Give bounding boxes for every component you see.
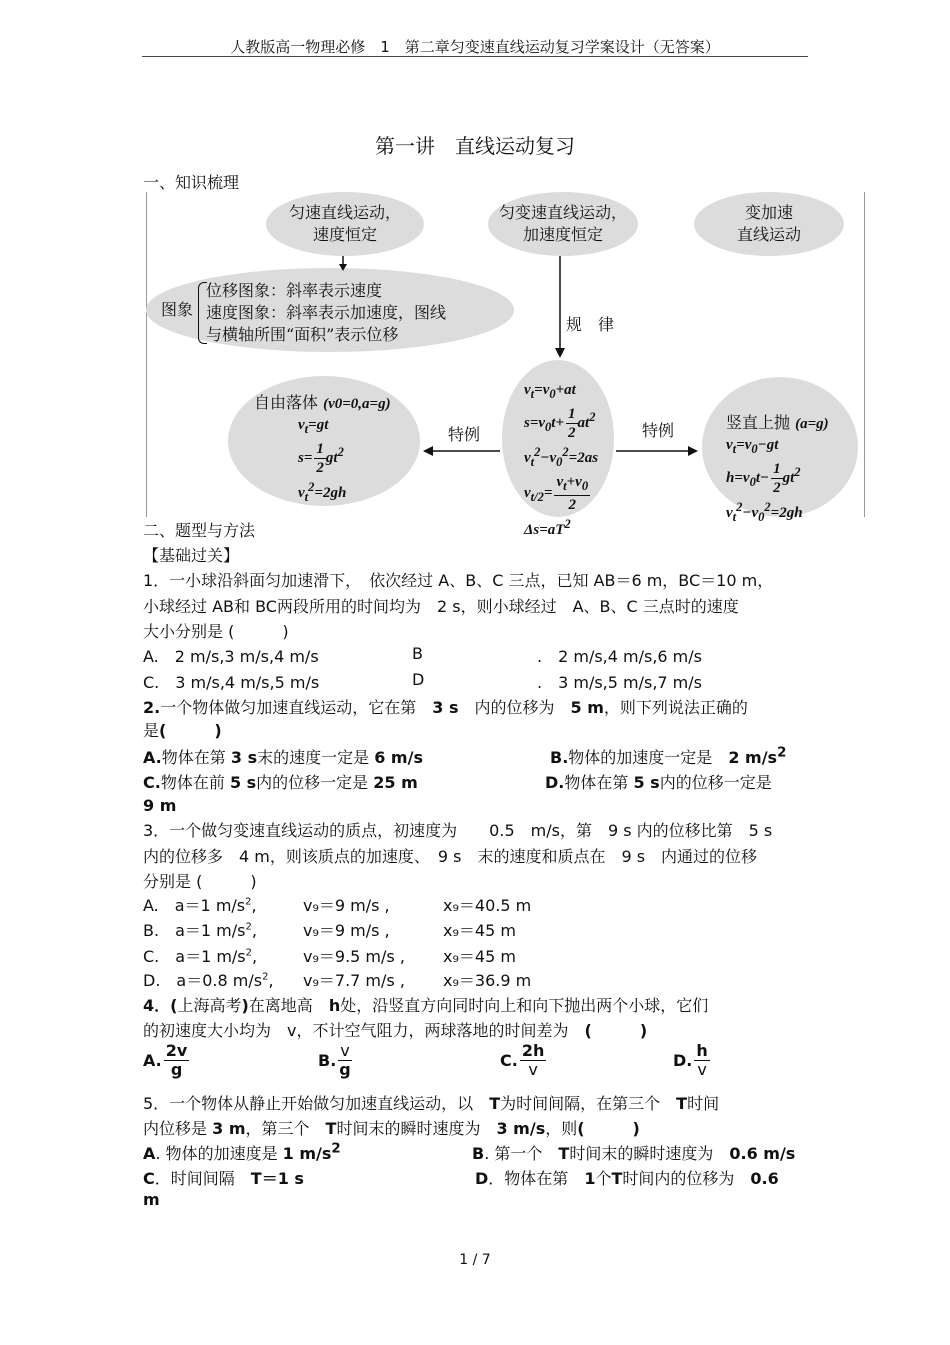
uniform-motion-line2: 速度恒定 [312,225,377,244]
header-rule [142,56,808,57]
q2-text5: ，则下列说法正确的 [603,698,748,717]
q4-b-fraction [338,1042,351,1079]
q3-option-b-acc [143,918,257,941]
q3-option-c-acc [143,944,257,967]
q3-line2: 内的位移多 4 m，则该质点的加速度、 9 s 末的速度和质点在 9 s 内通过的位移 [143,847,758,866]
q5-a-label: A [143,1144,156,1163]
q3-d-exp: 2 [262,971,269,983]
q2-c-text1: 物体在前 [160,773,225,792]
page-header: 人教版高一物理必修 1 第二章匀变速直线运动复习学案设计（无答案） [230,38,720,56]
variable-motion-line2: 直线运动 [736,225,801,244]
q4-a-denominator: g [170,1060,183,1079]
q2-answer-blank: ( ) [159,721,222,740]
q3-b-exp: 2 [245,921,252,933]
q5-b-value: 0.6 m/s [729,1144,796,1163]
q1-option-b-label: B [412,644,423,663]
q3-a-sep: , [251,896,257,915]
q4-paren-open: ( [170,996,178,1015]
q3-option-c-vel: v₉＝9.5 m/s , [303,947,405,966]
q2-c-text4: 25 m [373,773,418,792]
q1-line2: 小球经过 AB和 BC两段所用的时间均为 2 s，则小球经过 A、B、C 三点时的速度 [143,597,739,616]
q5-b-var: T [558,1144,570,1163]
graph-line2: 速度图象：斜率表示加速度，图线 [206,303,447,322]
q4-line2 [143,1018,647,1041]
q5-text7: ，则 [545,1119,578,1138]
q3-option-c-disp: x₉＝45 m [443,947,516,966]
q2-option-c [143,770,418,793]
q5-option-c [143,1166,304,1189]
q3-a-exp: 2 [245,896,252,908]
q3-option-a-acc [143,893,257,916]
q5-text6: 时间末的瞬时速度为 [336,1119,481,1138]
q5-d-value: 0.6 [750,1169,779,1188]
freefall-title-row [254,392,424,415]
q5-option-d [475,1166,779,1189]
graph-tag: 图象 [160,300,193,319]
freefall-formulas: $v_t=gt$ s= $\frac{1}{2}$ $gt^2$ $v_t^2=2gh$ [298,417,347,504]
q2-d-label: D. [545,773,565,792]
q2-text6: 是 [143,721,160,740]
q4-answer-blank: ( ) [584,1021,648,1040]
q5-a-text: . 物体的加速度是 [155,1144,278,1163]
q5-option-a [143,1141,341,1164]
q2-a-text4: 6 m/s [374,748,423,767]
q4-d-label: D. [673,1051,693,1070]
q2-b-text2: 2 m/s [728,748,778,767]
q3-c-acc: C. a＝1 m/s [143,947,246,966]
q2-text2: 3 s [432,698,459,717]
q3-option-a-vel: v₉＝9 m/s , [303,896,390,915]
q5-var-t3: T [325,1119,337,1138]
q2-d-text1: 物体在第 [564,773,629,792]
q5-var-t2: T [676,1094,688,1113]
q5-text3: 时间 [687,1094,720,1113]
q3-line3: 分别是 ( ) [143,872,257,891]
q4-text1: 在离地高 [248,996,313,1015]
accel-motion-line1: 匀变速直线运动， [498,203,627,222]
q5-c-value: T＝1 s [250,1169,304,1188]
q4-a-label: A. [143,1051,162,1070]
q5-line2 [143,1116,640,1139]
q1-line3: 大小分别是 ( ) [143,622,289,641]
graph-line3: 与横轴所围“面积”表示位移 [206,325,399,344]
q3-c-exp: 2 [245,947,253,959]
fraction-half: $\frac{1}{2}$ [568,406,576,441]
arrow-uniform-head [339,264,347,271]
q3-d-sep: , [268,971,274,990]
q2-number: 2. [143,698,161,717]
q4-c-denominator: v [528,1060,538,1079]
q4-b-denominator: g [339,1060,351,1079]
freefall-condition: (v0=0,a=g) [323,396,391,412]
q4-text2: 处，沿竖直方向同时向上和向下抛出两个小球，它们 [340,996,709,1015]
q4-d-denominator: v [697,1060,707,1079]
basic-heading: 【基础过关】 [143,546,240,565]
q2-b-exponent: 2 [777,745,787,761]
q2-b-label: B. [550,748,569,767]
freefall-content [254,392,424,508]
q2-b-text1: 物体的加速度一定是 [568,748,713,767]
q4-var-h: h [328,996,341,1015]
q5-d-text2: 个 [595,1169,612,1188]
q2-a-text2: 3 s [230,748,258,767]
q5-value2: 3 m/s [496,1119,546,1138]
q5-b-label: B [472,1144,485,1163]
q2-c-label: C. [143,773,161,792]
q4-a-fraction [164,1042,190,1079]
fraction-half: $\frac{1}{2}$ [773,461,781,496]
q5-c-text: ．时间间隔 [154,1169,235,1188]
q2-text1: 一个物体做匀加速直线运动，它在第 [160,698,417,717]
q2-c-text3: 内的位移一定是 [256,773,369,792]
q3-option-d-disp: x₉＝36.9 m [443,971,532,990]
variable-motion-line1: 变加速 [744,203,793,222]
vertical-throw-formulas: $v_t=v_0-gt$ $h=v_0t-$ $\frac{1}{2}$ $gt^2$ $v_t^2-v_0^2=2gh$ [726,437,803,524]
q5-option-d-unit: m [143,1190,160,1209]
arrow-special-right-head [688,446,698,456]
q5-d-text1: ．物体在第 [488,1169,569,1188]
law-label: 规 律 [566,315,615,334]
q3-b-sep: , [251,921,257,940]
q5-a-exponent: 2 [331,1141,341,1157]
freefall-title: 自由落体 [254,393,319,412]
vertical-throw-condition: (a=g) [795,416,829,432]
q4-c-fraction [520,1042,547,1079]
q2-option-d [545,770,772,793]
q4-number: 4． [143,996,171,1015]
q5-text5: ，第三个 [245,1119,310,1138]
q5-d-var: T [611,1169,623,1188]
q3-line1: 3．一个做匀变速直线运动的质点，初速度为 0.5 m/s，第 9 s 内的位移比第 5 s [143,821,773,840]
q2-a-text3: 末的速度一定是 [257,748,370,767]
q1-line1: 1．一小球沿斜面匀加速滑下， 依次经过 A、B、C 三点，已知 AB＝6 m，BC＝10 m， [143,571,774,590]
q5-d-num: 1 [584,1169,596,1188]
q5-d-text3: 时间内的位移为 [622,1169,735,1188]
q5-b-text1: . 第一个 [484,1144,543,1163]
vertical-title-row [726,412,861,435]
q3-option-b-vel: v₉＝9 m/s , [303,921,390,940]
q2-option-b [550,745,786,768]
q4-b-numerator: v [340,1041,350,1060]
q5-var-t1: T [489,1094,501,1113]
fraction-average-velocity: $\frac{v_t+v_0}{2}$ [556,474,589,513]
q2-a-text1: 物体在第 [161,748,226,767]
q5-value1: 3 m [212,1119,246,1138]
section-methods-heading: 二、题型与方法 [143,521,256,540]
q4-source: 上海高考 [177,996,242,1015]
section-knowledge-heading: 一、知识梳理 [143,173,240,192]
q2-text4: 5 m [570,698,604,717]
q2-option-d-cont: 9 m [143,796,177,815]
q5-b-text2: 时间末的瞬时速度为 [569,1144,714,1163]
q2-c-text2: 5 s [229,773,257,792]
q2-d-text2: 5 s [633,773,660,792]
q4-option-a [143,1042,189,1079]
lecture-title: 第一讲 直线运动复习 [375,134,575,158]
q4-c-numerator: 2h [521,1041,545,1060]
q3-d-acc: D. a＝0.8 m/s [143,971,263,990]
q5-d-label: D [475,1169,489,1188]
special-right-label: 特例 [641,421,674,440]
q3-option-b-disp: x₉＝45 m [443,921,516,940]
q1-option-a: A. 2 m/s,3 m/s,4 m/s [143,647,319,666]
fraction-half: $\frac{1}{2}$ [316,441,324,476]
q2-a-label: A. [143,748,162,767]
q4-d-numerator: h [696,1041,708,1060]
q3-a-acc: A. a＝1 m/s [143,896,246,915]
q2-line2 [143,718,222,741]
q4-line1 [143,993,708,1016]
special-left-label: 特例 [447,425,480,444]
q2-line1 [143,695,748,718]
page-number: 1 / 7 [459,1252,491,1268]
q4-option-b [318,1042,352,1079]
q5-text1: 5．一个物体从静止开始做匀加速直线运动，以 [143,1094,474,1113]
q4-option-c [500,1042,546,1079]
q4-a-numerator: 2v [165,1041,188,1060]
q1-option-d-label: D [412,670,425,689]
q3-c-sep: , [252,947,258,966]
q4-paren-close: ) [241,996,249,1015]
q1-option-d: . 3 m/s,5 m/s,7 m/s [537,673,702,692]
q5-line1 [143,1091,719,1114]
q2-d-text3: 内的位移一定是 [659,773,772,792]
q2-text3: 内的位移为 [474,698,555,717]
q2-option-a [143,745,423,768]
q3-option-a-disp: x₉＝40.5 m [443,896,532,915]
q5-answer-blank: ( ) [577,1119,640,1138]
q1-option-b: . 2 m/s,4 m/s,6 m/s [537,647,702,666]
q4-b-label: B. [318,1051,337,1070]
vertical-throw-title: 竖直上抛 [726,413,791,432]
accel-formulas: $v_t=v_0+at$ $s=v_0t+$ $\frac{1}{2}$ $at^2$ $v_t^2-v_0^2=2as$ $v_{t/2}=$ $\frac{v_t+v_0}{2}$ $\Delta s=aT^2$ [524,382,599,538]
q5-option-b [472,1141,795,1164]
q5-a-value: 1 m/s [282,1144,332,1163]
graph-line1: 位移图象：斜率表示速度 [206,281,383,300]
q3-option-d-vel: v₉＝7.7 m/s , [303,971,405,990]
q5-c-label: C [143,1169,155,1188]
accel-motion-line2: 加速度恒定 [522,225,603,244]
q3-option-d-acc [143,968,274,991]
uniform-motion-line1: 匀速直线运动， [288,203,401,222]
q5-text2: 为时间间隔，在第三个 [500,1094,661,1113]
q3-b-acc: B. a＝1 m/s [143,921,246,940]
q5-text4: 内位移是 [143,1119,208,1138]
q4-c-label: C. [500,1051,518,1070]
q4-option-d [673,1042,710,1079]
q1-option-c: C. 3 m/s,4 m/s,5 m/s [143,673,320,692]
q4-d-fraction [694,1042,709,1079]
arrow-law-head [555,348,565,358]
arrow-special-left-head [423,446,433,456]
vertical-throw-content [726,412,861,528]
q4-text3: 的初速度大小均为 v，不计空气阻力，两球落地的时间差为 [143,1021,569,1040]
